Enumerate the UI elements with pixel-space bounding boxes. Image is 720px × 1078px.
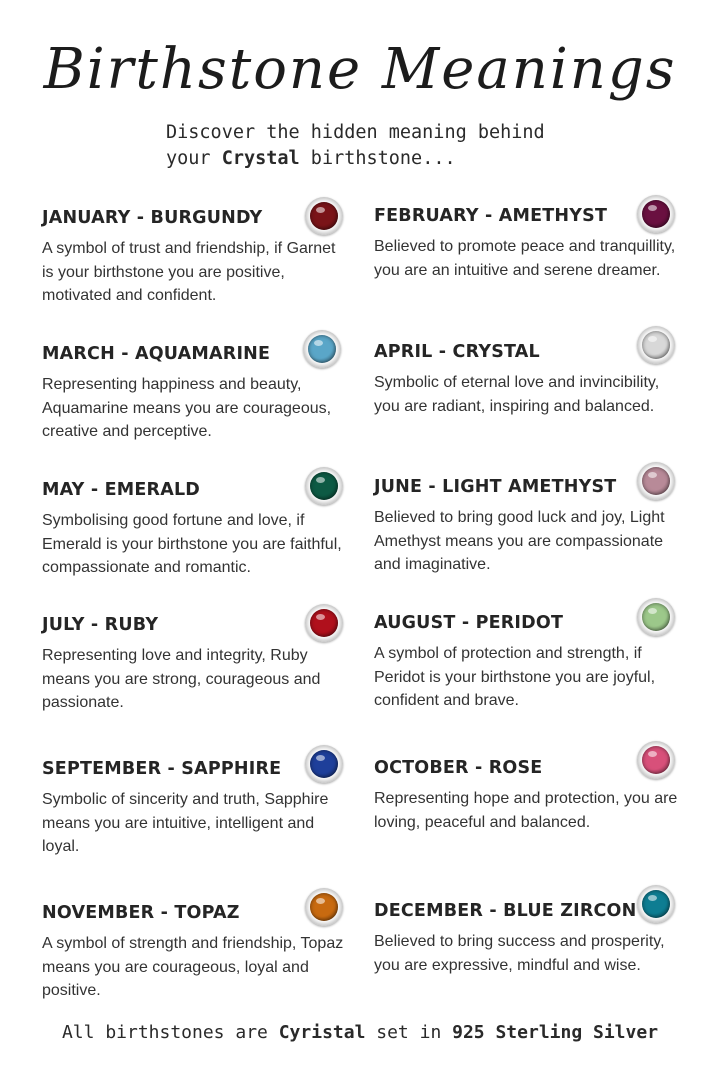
birthstone-card-april [374,341,684,418]
light-amethyst-gem-icon [637,462,675,500]
subtitle-line-2-post: birthstone... [299,148,456,169]
birthstone-card-november [42,902,352,1003]
birthstone-card-october [374,757,684,834]
page-title: Birthstone Meanings [43,37,677,102]
birthstone-description: Believed to bring good luck and joy, Light Amethyst means you are compassionate and imaginative. [374,509,665,573]
birthstone-description: Symbolising good fortune and love, if Emerald is your birthstone you are faithful, compassionate and romantic. [42,512,342,576]
subtitle-line-1: Discover the hidden meaning behind [166,122,545,143]
ruby-gem-icon [305,604,343,642]
subtitle-line-2-pre: your [166,148,222,169]
blue-zircon-gem-icon [637,885,675,923]
birthstone-heading: FEBRUARY - AMETHYST [374,206,608,226]
emerald-gem-icon [305,467,343,505]
topaz-gem-icon [305,888,343,926]
birthstone-heading: OCTOBER - ROSE [374,758,543,778]
footer-mid: set in [365,1022,453,1043]
gem-stone [642,890,670,918]
gem-stone [310,202,338,230]
gem-stone [310,750,338,778]
birthstone-description: A symbol of strength and friendship, Topaz means you are courageous, loyal and positive. [42,935,344,999]
gem-stone [310,472,338,500]
gem-stone [310,609,338,637]
birthstone-heading: JUNE - LIGHT AMETHYST [374,477,617,497]
footer-pre: All birthstones are [61,1022,279,1043]
birthstone-card-september [42,758,352,859]
birthstone-heading: JANUARY - BURGUNDY [42,208,263,228]
birthstone-description: Symbolic of sincerity and truth, Sapphire means you are intuitive, intelligent and loyal. [42,791,329,855]
birthstone-description: A symbol of protection and strength, if Peridot is your birthstone you are joyful, confident and brave. [374,645,656,709]
birthstone-heading: APRIL - CRYSTAL [374,342,540,362]
birthstone-heading: MAY - EMERALD [42,480,201,500]
sapphire-gem-icon [305,745,343,783]
birthstone-description: A symbol of trust and friendship, if Garnet is your birthstone you are positive, motivated and confident. [42,240,336,304]
birthstone-heading: AUGUST - PERIDOT [374,613,564,633]
subtitle-crystal: Crystal [221,148,300,169]
gem-stone [308,335,336,363]
gem-stone [642,746,670,774]
birthstone-heading: MARCH - AQUAMARINE [42,344,271,364]
footer-cyristal: Cyristal [278,1022,366,1043]
gem-stone [642,200,670,228]
birthstone-heading: JULY - RUBY [42,615,159,635]
aquamarine-gem-icon [303,330,341,368]
subtitle [166,120,646,172]
birthstone-heading: SEPTEMBER - SAPPHIRE [42,759,282,779]
gem-stone [310,893,338,921]
amethyst-gem-icon [637,195,675,233]
peridot-gem-icon [637,598,675,636]
birthstone-description: Believed to bring success and prosperity, you are expressive, mindful and wise. [374,933,665,974]
birthstone-description: Representing hope and protection, you are loving, peaceful and balanced. [374,790,678,831]
garnet-gem-icon [305,197,343,235]
birthstone-description: Believed to promote peace and tranquillity, you are an intuitive and serene dreamer. [374,238,676,279]
gem-stone [642,603,670,631]
birthstone-description: Representing love and integrity, Ruby means you are strong, courageous and passionate. [42,647,321,711]
rose-gem-icon [637,741,675,779]
birthstone-heading: NOVEMBER - TOPAZ [42,903,240,923]
birthstone-description: Representing happiness and beauty, Aquamarine means you are courageous, creative and perceptive. [42,376,332,440]
subtitle-line-2 [166,146,646,172]
footer-note [0,1022,720,1043]
birthstone-heading: DECEMBER - BLUE ZIRCON [374,901,637,921]
birthstone-card-june [374,476,684,577]
birthstone-description: Symbolic of eternal love and invincibility, you are radiant, inspiring and balanced. [374,374,660,415]
footer-silver: 925 Sterling Silver [452,1022,659,1043]
gem-stone [642,467,670,495]
crystal-gem-icon [637,326,675,364]
birthstone-card-august [374,612,684,713]
birthstone-card-may [42,479,352,580]
gem-stone [642,331,670,359]
birthstone-card-december [374,900,684,977]
